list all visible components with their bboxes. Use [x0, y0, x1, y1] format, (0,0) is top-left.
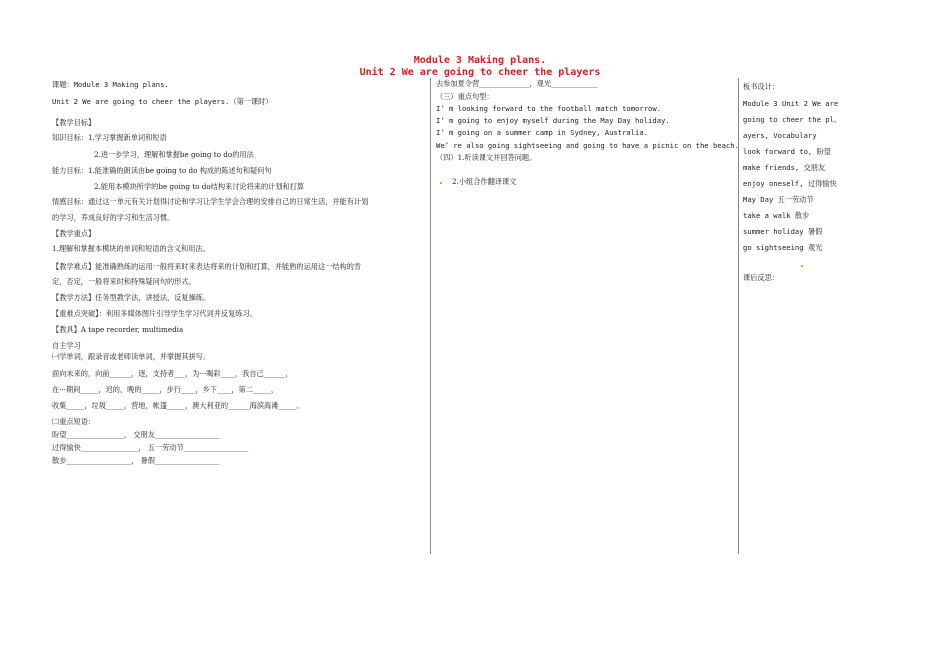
phrase-blanks-3: 散步__________________， 暑假__________________: [52, 456, 220, 465]
key-sentence-4: We’ re also going sightseeing and going to have a picnic on the beach.: [436, 141, 739, 150]
self-study-heading: 自主学习: [52, 341, 81, 350]
board-line-8: take a walk 散步: [743, 211, 810, 220]
phrase-blanks-2: 过得愉快________________， 五一劳动节__________________: [52, 443, 249, 452]
key-sentence-3: I’ m going on a summer camp in Sydney, Australia.: [436, 128, 649, 137]
key-sentences-heading: （三）重点句型：: [436, 92, 494, 101]
lesson-unit: Unit 2 We are going to cheer the players.（第一课时）: [52, 97, 273, 106]
breakthrough: 【重难点突破】：利用多媒体图片引导学生学习代词并反复练习。: [52, 309, 257, 318]
emotion-objective: 情感目标：通过这一单元有关计划得讨论和学习让学生学会合理的安排自己的日常生活，并能有计划: [52, 197, 369, 206]
ability-objective-1: 能力目标：1.能准确的朗读由be going to do 构成的陈述句和疑问句: [52, 166, 272, 175]
board-line-5: make friends, 交朋友: [743, 163, 826, 172]
lesson-topic: 课题：Module 3 Making plans.: [52, 80, 169, 89]
board-line-7: May Day 五一劳动节: [743, 195, 814, 204]
document-title: Module 3 Making plans.: [413, 55, 547, 66]
section-heading-objectives: 【教学目标】: [52, 118, 96, 127]
board-line-9: summer holiday 暑假: [743, 227, 823, 236]
board-line-2: going to cheer the pl。: [743, 115, 842, 124]
section-heading-key-points: 【教学重点】: [52, 229, 96, 238]
emotion-objective-cont: 的学习，养成良好的学习和生活习惯。: [52, 213, 175, 222]
key-sentence-2: I’ m going to enjoy myself during the May Day holiday.: [436, 116, 670, 125]
vocab-blanks-3: 收集_____，垃圾_____，营地，帐篷_____，澳大利亚的______海滨海滩_____。: [52, 401, 304, 410]
ability-objective-2: 2.能用本模块所学的be going to do结构来讨论将来的计划和打算: [94, 182, 305, 191]
document-subtitle: Unit 2 We are going to cheer the players: [359, 67, 601, 78]
group-translate-task: 2.小组合作翻译课文: [452, 177, 517, 186]
difficult-points: 【教学难点】能准确熟练的运用一般将来时来表达将来的计划和打算，并能熟的运用这一结构的肯: [52, 262, 362, 271]
phrase-blanks-4: 去参加夏令营______________，观光_____________: [436, 79, 598, 88]
key-sentence-1: I’ m looking forward to the football match tomorrow.: [436, 104, 662, 113]
decorative-dot: [801, 265, 803, 267]
phrases-heading: ㈡重点短语：: [52, 417, 96, 426]
phrase-blanks-1: 盼望________________， 交朋友__________________: [52, 430, 220, 439]
difficult-points-cont: 定，否定，一般将来时和特殊疑问句的形式。: [52, 277, 196, 286]
teaching-aids: 【教具】A tape recorder, multimedia: [52, 325, 184, 334]
vocab-blanks-2: 在···期间_____，迟的，晚的_____，步行____，乡下____，第二_____，: [52, 385, 279, 394]
board-line-1: Module 3 Unit 2 We are: [743, 99, 839, 108]
decorative-dot: [440, 182, 442, 184]
listen-read-task: （四）1.听读课文并回答问题。: [436, 153, 537, 162]
board-line-4: look forward to, 盼望: [743, 147, 831, 156]
board-line-3: ayers, Vocabulary: [743, 131, 817, 140]
column-divider-left: [430, 78, 431, 554]
board-line-10: go sightseeing 观光: [743, 243, 823, 252]
board-line-6: enjoy oneself, 过得愉快: [743, 179, 837, 188]
knowledge-objective-2: 2.进一步学习，理解和掌握be going to do的用法: [94, 150, 254, 159]
reflection-heading: 课后反思：: [743, 273, 779, 282]
board-design-heading: 板书设计：: [743, 82, 779, 91]
key-point-1: 1.理解和掌握本模块的单词和短语的含义和用法。: [52, 244, 210, 253]
teaching-methods: 【教学方法】任务型教学法，讲授法，反复操练。: [52, 293, 211, 302]
word-study-instruction: ㈠学单词，跟录音或老师读单词，并掌握其拼写。: [52, 352, 211, 361]
vocab-blanks-1: 面向未来的，向前______，逐，支持者___，为···喝彩____，我自己______，: [52, 369, 293, 378]
knowledge-objective-1: 知识目标：1.学习掌握新单词和短语: [52, 133, 167, 142]
